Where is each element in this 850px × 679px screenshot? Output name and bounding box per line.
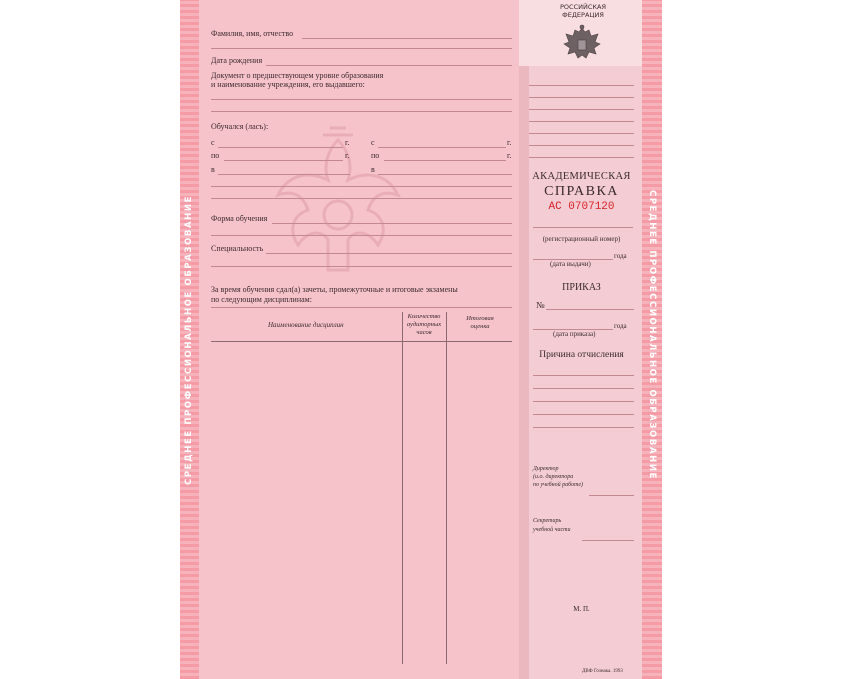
exams-label-1: За время обучения сдал(а) зачеты, промежуточные и итоговые экзамены: [211, 285, 458, 294]
director-label-1: Директор: [533, 466, 559, 472]
year-label-1: г.: [345, 138, 350, 147]
secretary-label-2: учебной части: [533, 527, 571, 533]
year-label-3: г.: [345, 151, 350, 160]
studied-label: Обучался (ласъ):: [211, 122, 269, 131]
to-label-1: по: [211, 151, 220, 160]
prev-doc-label-1: Документ о предшествующем уровне образования: [211, 71, 384, 80]
birth-date-label: Дата рождения: [211, 56, 263, 65]
reason-line-3: [533, 401, 634, 402]
expulsion-reason-label: Причина отчисления: [539, 350, 624, 360]
prev-doc-label-2: и наименование учреждения, его выдавшего:: [211, 80, 365, 89]
cover-line-3: [529, 109, 634, 110]
order-title: ПРИКАЗ: [562, 282, 601, 293]
from-line-2: [378, 147, 506, 148]
cover-line-5: [529, 133, 634, 134]
table-top-line: [211, 307, 512, 308]
reason-line-5: [533, 427, 634, 428]
study-form-line-2: [211, 235, 512, 236]
cover-line-4: [529, 121, 634, 122]
reg-number-line: [533, 227, 633, 228]
prev-doc-line-1: [211, 99, 512, 100]
in-label-2: в: [371, 165, 375, 174]
specialty-line-2: [211, 266, 512, 267]
study-form-line: [272, 223, 512, 224]
country-label-2: ФЕДЕРАЦИЯ: [562, 11, 604, 19]
stamp-place-label: М. П.: [573, 605, 590, 613]
reason-line-4: [533, 414, 634, 415]
from-line-1: [218, 147, 343, 148]
coat-of-arms-icon: [560, 24, 604, 64]
cover-side-strip: [519, 66, 529, 679]
studied-line-3: [211, 186, 512, 187]
year-label-2: г.: [507, 138, 512, 147]
reason-line-2: [533, 388, 634, 389]
cover-line-7: [529, 157, 634, 158]
right-cover-pane: [519, 0, 642, 679]
reg-number-label: (регистрационный номер): [542, 235, 621, 243]
from-label-2: с: [371, 138, 375, 147]
series-number: АС 0707120: [548, 201, 615, 213]
title-line-2: СПРАВКА: [544, 184, 619, 199]
year-label-4: г.: [507, 151, 512, 160]
studied-line-4: [211, 198, 512, 199]
grade-header-1: Итоговая: [466, 315, 494, 322]
prev-doc-line-2: [211, 111, 512, 112]
order-number-line: [546, 309, 634, 310]
order-year-label: года: [614, 322, 627, 330]
issue-year-label: года: [614, 252, 627, 260]
left-form-pane: [199, 0, 519, 679]
order-date-label: (дата приказа): [553, 330, 596, 338]
birth-date-line: [266, 65, 512, 66]
table-header-line: [211, 341, 512, 342]
order-number-sign: №: [536, 300, 545, 310]
eagle-watermark-icon: [268, 120, 408, 290]
hours-header-2: аудиторных: [406, 321, 442, 328]
full-name-line-2: [211, 48, 512, 49]
left-band-text: СРЕДНЕЕ ПРОФЕССИОНАЛЬНОЕ ОБРАЗОВАНИЕ: [184, 195, 194, 485]
secretary-label-1: Секретарь: [533, 518, 562, 524]
table-col-divider-1: [402, 312, 403, 664]
reason-line-1: [533, 375, 634, 376]
to-label-2: по: [371, 151, 380, 160]
hours-header-3: часов: [416, 329, 432, 336]
cover-line-1: [529, 85, 634, 86]
director-signature-line: [589, 495, 634, 496]
cover-line-6: [529, 145, 634, 146]
country-label-1: РОССИЙСКАЯ: [560, 3, 606, 11]
hours-header-1: Количество: [407, 313, 441, 320]
full-name-label: Фамилия, имя, отчество: [211, 29, 294, 38]
director-label-2: (и.о. директора: [533, 474, 574, 480]
specialty-label: Специальность: [211, 244, 264, 253]
in-label-1: в: [211, 165, 215, 174]
director-label-3: по учебной работе): [533, 482, 584, 488]
issue-date-label: (дата выдачи): [550, 260, 591, 268]
cover-line-2: [529, 97, 634, 98]
secretary-signature-line: [582, 540, 634, 541]
specialty-line: [266, 253, 512, 254]
to-line-1: [224, 160, 343, 161]
title-line-1: АКАДЕМИЧЕСКАЯ: [532, 171, 631, 182]
printer-imprint: ДВФ Гознака. 1993: [582, 669, 623, 674]
right-band-text: СРЕДНЕЕ ПРОФЕССИОНАЛЬНОЕ ОБРАЗОВАНИЕ: [647, 190, 657, 480]
exams-label-2: по следующим дисциплинам:: [211, 295, 312, 304]
from-label-1: с: [211, 138, 215, 147]
full-name-line: [302, 38, 512, 39]
grade-header-2: оценка: [470, 323, 490, 330]
study-form-label: Форма обучения: [211, 214, 268, 223]
in-line-2: [378, 174, 512, 175]
in-line-1: [218, 174, 350, 175]
discipline-header: Наименование дисциплин: [268, 321, 344, 329]
table-col-divider-2: [446, 312, 447, 664]
to-line-2: [384, 160, 506, 161]
